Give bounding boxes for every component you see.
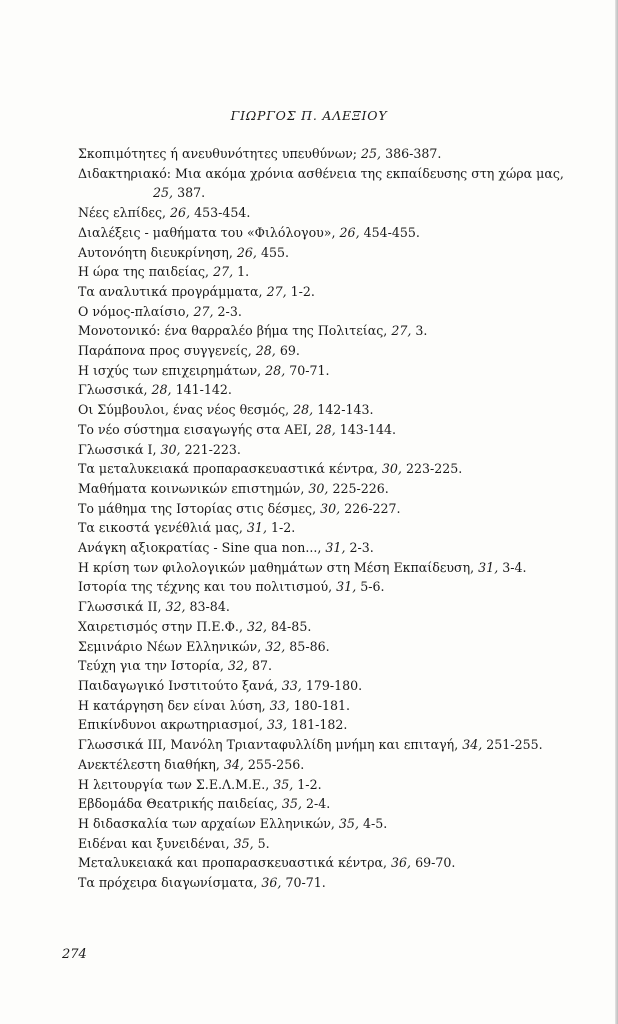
- entry-title: Η κρίση των φιλολογικών μαθημάτων στη Μέση Εκπαίδευση,: [78, 559, 475, 575]
- entry-pages: 454-455.: [363, 224, 420, 240]
- entry-pages: 2-4.: [305, 796, 331, 812]
- entry-pages: 387.: [177, 185, 206, 201]
- entry-volume: 30: [308, 480, 325, 496]
- entry-title: Γλωσσικά ΙΙ,: [78, 599, 162, 615]
- bibliography-entry: Μονοτονικό: ένα θαρραλέο βήμα της Πολιτείας, 27, 3.: [78, 323, 428, 339]
- entry-volume: 25: [153, 185, 170, 201]
- entry-pages: 1.: [237, 264, 250, 280]
- entry-volume: 32: [265, 638, 282, 654]
- bibliography-entry: Η ώρα της παιδείας, 27, 1.: [78, 264, 250, 280]
- entry-pages: 142-143.: [317, 402, 374, 418]
- entry-pages: 4-5.: [362, 815, 388, 831]
- entry-volume: 30: [160, 441, 177, 457]
- entry-volume: 32: [165, 599, 182, 615]
- bibliography-entry: Σεμινάριο Νέων Ελληνικών, 32, 85-86.: [78, 638, 330, 654]
- entry-title: Γλωσσικά ΙΙΙ, Μανόλη Τριανταφυλλίδη μνήμη και επιταγή,: [78, 737, 459, 753]
- entry-pages: 1-2.: [270, 520, 296, 536]
- entry-volume: 34: [223, 756, 240, 772]
- entry-title: Νέες ελπίδες,: [78, 205, 167, 221]
- entry-pages: 251-255.: [486, 737, 543, 753]
- bibliography-entry: Η λειτουργία των Σ.Ε.Λ.Μ.Ε., 35, 1-2.: [78, 776, 322, 792]
- entry-title: Τεύχη για την Ιστορία,: [78, 658, 224, 674]
- entry-volume: 35: [233, 835, 250, 851]
- entry-pages: 85-86.: [289, 638, 330, 654]
- bibliography-entry: [78, 164, 598, 184]
- bibliography-entry: Τεύχη για την Ιστορία, 32, 87.: [78, 658, 272, 674]
- running-header: ΓΙΩΡΓΟΣ Π. ΑΛΕΞΙΟΥ: [230, 108, 388, 123]
- bibliography-entry: Ειδέναι και ξυνειδέναι, 35, 5.: [78, 835, 270, 851]
- bibliography-entry: Η κατάργηση δεν είναι λύση, 33, 180-181.: [78, 697, 350, 713]
- entry-title: Γλωσσικά,: [78, 382, 148, 398]
- bibliography-entry: Ιστορία της τέχνης και του πολιτισμού, 31, 5-6.: [78, 579, 385, 595]
- entry-pages: 181-182.: [291, 717, 348, 733]
- bibliography-entry: Αυτονόητη διευκρίνηση, 26, 455.: [78, 244, 289, 260]
- entry-title: Αυτονόητη διευκρίνηση,: [78, 244, 233, 260]
- entry-title: Ειδέναι και ξυνειδέναι,: [78, 835, 230, 851]
- entry-title: Διαλέξεις - μαθήματα του «Φιλόλογου»,: [78, 224, 336, 240]
- page-number: 274: [62, 947, 87, 962]
- entry-pages: 225-226.: [332, 480, 389, 496]
- entry-pages: 223-225.: [405, 461, 463, 477]
- bibliography-entry: Μεταλυκειακά και προπαρασκευαστικά κέντρα, 36, 69-70.: [78, 855, 456, 871]
- entry-volume: 27: [193, 303, 210, 319]
- bibliography-list: [78, 144, 598, 893]
- entry-title: Γλωσσικά Ι,: [78, 441, 157, 457]
- bibliography-entry: Η κρίση των φιλολογικών μαθημάτων στη Μέση Εκπαίδευση, 31, 3-4.: [78, 559, 527, 575]
- entry-pages: 455.: [260, 244, 289, 260]
- entry-volume: 33: [281, 677, 298, 693]
- entry-volume: 30: [381, 461, 398, 477]
- entry-pages: 255-256.: [247, 756, 305, 772]
- entry-volume: 36: [261, 875, 278, 891]
- entry-title: Η κατάργηση δεν είναι λύση,: [78, 697, 266, 713]
- entry-volume: 35: [281, 796, 298, 812]
- bibliography-entry: Μαθήματα κοινωνικών επιστημών, 30, 225-226.: [78, 480, 389, 496]
- entry-pages: 3.: [415, 323, 428, 339]
- entry-volume: 27: [391, 323, 408, 339]
- bibliography-entry: Τα πρόχειρα διαγωνίσματα, 36, 70-71.: [78, 875, 326, 891]
- bibliography-entry: Γλωσσικά Ι, 30, 221-223.: [78, 441, 241, 457]
- entry-volume: 28: [151, 382, 168, 398]
- entry-volume: 31: [478, 559, 495, 575]
- entry-title: Σεμινάριο Νέων Ελληνικών,: [78, 638, 262, 654]
- entry-volume: 32: [246, 618, 263, 634]
- entry-pages: 3-4.: [502, 559, 527, 575]
- entry-title: Τα εικοστά γενέθλιά μας,: [78, 520, 243, 536]
- entry-title: Σκοπιμότητες ή ανευθυνότητες υπευθύνων;: [78, 146, 357, 161]
- entry-title: Η ώρα της παιδείας,: [78, 264, 210, 280]
- entry-title: Ανεκτέλεστη διαθήκη,: [78, 756, 220, 772]
- bibliography-entry: Παιδαγωγικό Ινστιτούτο ξανά, 33, 179-180.: [78, 677, 363, 693]
- bibliography-entry: Γλωσσικά, 28, 141-142.: [78, 382, 232, 398]
- entry-title: Χαιρετισμός στην Π.Ε.Φ.,: [78, 618, 243, 634]
- entry-pages: 453-454.: [194, 205, 251, 221]
- entry-volume: 26: [170, 205, 187, 221]
- entry-title: Ανάγκη αξιοκρατίας - Sine qua non...,: [78, 540, 322, 556]
- entry-title: Παιδαγωγικό Ινστιτούτο ξανά,: [78, 677, 278, 693]
- entry-title: Παράπονα προς συγγενείς,: [78, 343, 252, 359]
- entry-volume: 27: [213, 264, 230, 280]
- bibliography-entry: Η ισχύς των επιχειρημάτων, 28, 70-71.: [78, 362, 330, 378]
- entry-volume: 26: [236, 244, 253, 260]
- entry-pages: 1-2.: [290, 283, 315, 299]
- entry-title: Η διδασκαλία των αρχαίων Ελληνικών,: [78, 815, 335, 831]
- entry-volume: 28: [265, 362, 282, 378]
- entry-pages: 226-227.: [344, 500, 401, 516]
- entry-title: Τα μεταλυκειακά προπαρασκευαστικά κέντρα,: [78, 461, 378, 477]
- entry-title: Ο νόμος-πλαίσιο,: [78, 303, 190, 319]
- entry-pages: 1-2.: [297, 776, 322, 792]
- entry-volume: 28: [293, 402, 310, 418]
- bibliography-entry: Ο νόμος-πλαίσιο, 27, 2-3.: [78, 303, 242, 319]
- entry-pages: 221-223.: [184, 441, 241, 457]
- entry-title: Εβδομάδα Θεατρικής παιδείας,: [78, 796, 278, 812]
- entry-pages: 84-85.: [271, 618, 312, 634]
- entry-pages: 179-180.: [305, 677, 363, 693]
- entry-title: Ιστορία της τέχνης και του πολιτισμού,: [78, 579, 333, 595]
- entry-title: Η ισχύς των επιχειρημάτων,: [78, 362, 262, 378]
- entry-pages: 70-71.: [285, 875, 326, 891]
- bibliography-entry: Γλωσσικά ΙΙ, 32, 83-84.: [78, 599, 230, 615]
- bibliography-entry: Σκοπιμότητες ή ανευθυνότητες υπευθύνων; 25, 386-387.: [78, 146, 442, 161]
- entry-title: Διδακτηριακό: Μια ακόμα χρόνια ασθένεια της εκπαίδευσης στη χώρα μας,: [78, 165, 564, 181]
- entry-volume: 27: [266, 283, 283, 299]
- entry-pages: 180-181.: [293, 697, 350, 713]
- entry-volume: 35: [338, 815, 355, 831]
- bibliography-entry: Νέες ελπίδες, 26, 453-454.: [78, 205, 251, 221]
- entry-volume: 31: [325, 540, 342, 556]
- bibliography-entry: Τα εικοστά γενέθλιά μας, 31, 1-2.: [78, 520, 296, 536]
- bibliography-entry: Γλωσσικά ΙΙΙ, Μανόλη Τριανταφυλλίδη μνήμη και επιταγή, 34, 251-255.: [78, 737, 543, 753]
- entry-volume: 32: [227, 658, 244, 674]
- entry-volume: 31: [336, 579, 353, 595]
- entry-volume: 26: [339, 224, 356, 240]
- bibliography-entry-continuation: 25, 387.: [153, 185, 206, 201]
- entry-volume: 33: [269, 697, 286, 713]
- entry-pages: 143-144.: [339, 421, 397, 437]
- entry-volume: 25: [361, 146, 378, 161]
- bibliography-entry: Το νέο σύστημα εισαγωγής στα ΑΕΙ, 28, 143-144.: [78, 421, 397, 437]
- entry-volume: 30: [320, 500, 337, 516]
- bibliography-entry: Χαιρετισμός στην Π.Ε.Φ., 32, 84-85.: [78, 618, 312, 634]
- entry-volume: 28: [315, 421, 332, 437]
- entry-pages: 69.: [279, 343, 300, 359]
- entry-title: Τα αναλυτικά προγράμματα,: [78, 283, 263, 299]
- entry-pages: 5-6.: [360, 579, 385, 595]
- entry-volume: 33: [267, 717, 284, 733]
- bibliography-entry: Τα μεταλυκειακά προπαρασκευαστικά κέντρα, 30, 223-225.: [78, 461, 463, 477]
- bibliography-entry: Το μάθημα της Ιστορίας στις δέσμες, 30, 226-227.: [78, 500, 401, 516]
- bibliography-entry: Παράπονα προς συγγενείς, 28, 69.: [78, 343, 300, 359]
- bibliography-entry: Διαλέξεις - μαθήματα του «Φιλόλογου», 26, 454-455.: [78, 224, 420, 240]
- bibliography-entry: Ανάγκη αξιοκρατίας - Sine qua non..., 31, 2-3.: [78, 540, 374, 556]
- bibliography-entry: Οι Σύμβουλοι, ένας νέος θεσμός, 28, 142-143.: [78, 402, 374, 418]
- bibliography-entry: Ανεκτέλεστη διαθήκη, 34, 255-256.: [78, 756, 305, 772]
- bibliography-entry: Η διδασκαλία των αρχαίων Ελληνικών, 35, 4-5.: [78, 815, 388, 831]
- entry-volume: 31: [246, 520, 263, 536]
- entry-pages: 2-3.: [217, 303, 242, 319]
- bibliography-entry: Επικίνδυνοι ακρωτηριασμοί, 33, 181-182.: [78, 717, 348, 733]
- entry-title: Το μάθημα της Ιστορίας στις δέσμες,: [78, 500, 317, 516]
- entry-title: Το νέο σύστημα εισαγωγής στα ΑΕΙ,: [78, 421, 312, 437]
- entry-title: Οι Σύμβουλοι, ένας νέος θεσμός,: [78, 402, 290, 418]
- entry-pages: 69-70.: [415, 855, 456, 871]
- entry-pages: 141-142.: [175, 382, 232, 398]
- entry-pages: 83-84.: [189, 599, 230, 615]
- entry-volume: 28: [255, 343, 272, 359]
- entry-volume: 35: [273, 776, 290, 792]
- entry-title: Μονοτονικό: ένα θαρραλέο βήμα της Πολιτείας,: [78, 323, 388, 339]
- entry-pages: 386-387.: [385, 146, 442, 161]
- bibliography-entry: Εβδομάδα Θεατρικής παιδείας, 35, 2-4.: [78, 796, 331, 812]
- entry-title: Η λειτουργία των Σ.Ε.Λ.Μ.Ε.,: [78, 776, 270, 792]
- bibliography-entry: Τα αναλυτικά προγράμματα, 27, 1-2.: [78, 283, 315, 299]
- entry-pages: 70-71.: [289, 362, 330, 378]
- entry-title: Μεταλυκειακά και προπαρασκευαστικά κέντρα,: [78, 855, 387, 871]
- entry-volume: 36: [391, 855, 408, 871]
- entry-pages: 5.: [257, 835, 270, 851]
- entry-title: Τα πρόχειρα διαγωνίσματα,: [78, 875, 258, 891]
- entry-pages: 87.: [251, 658, 272, 674]
- entry-volume: 34: [462, 737, 479, 753]
- entry-title: Επικίνδυνοι ακρωτηριασμοί,: [78, 717, 264, 733]
- entry-title: Μαθήματα κοινωνικών επιστημών,: [78, 480, 305, 496]
- entry-pages: 2-3.: [349, 540, 374, 556]
